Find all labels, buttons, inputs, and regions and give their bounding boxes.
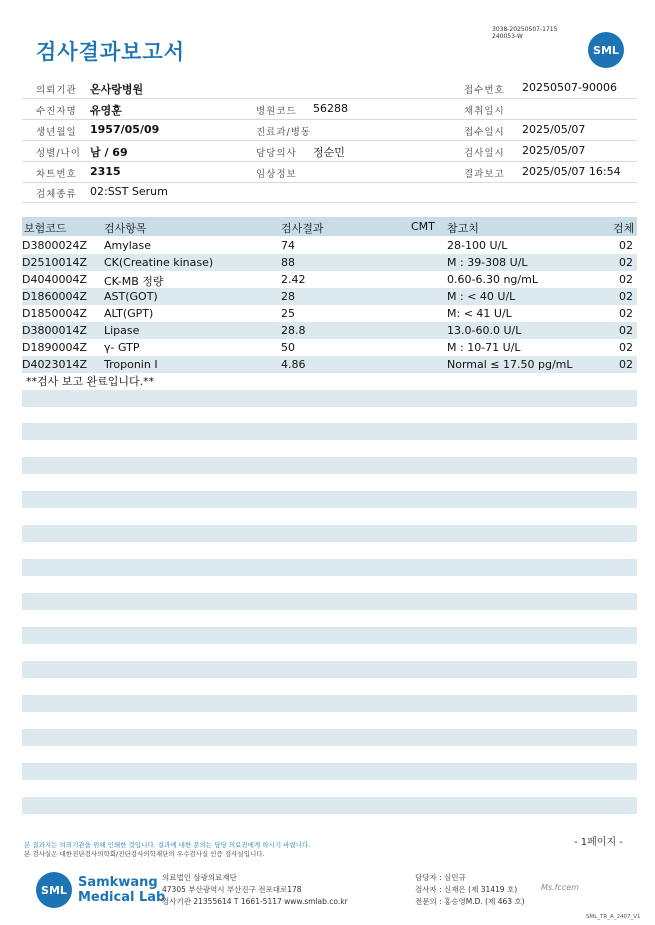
- staff-tester: 검사자 : 신재은 (제 31419 호): [415, 885, 518, 894]
- info-row-birth: [22, 120, 637, 141]
- clinical-info-label: 임상정보: [256, 169, 297, 180]
- staff-specialist: 전문의 : 홍승영M.D. (제 463 호): [415, 897, 525, 906]
- table-row: [22, 288, 637, 305]
- row-reference: M : 10-71 U/L: [447, 341, 521, 354]
- row-code: D1860004Z: [22, 290, 87, 303]
- hospital-code-label: 병원코드: [256, 106, 297, 117]
- sex-age-value: 남 / 69: [90, 146, 128, 159]
- row-specimen: 02: [619, 290, 633, 303]
- row-reference: M : < 40 U/L: [447, 290, 516, 303]
- brand-line1: Samkwang: [78, 875, 158, 890]
- row-result: 2.42: [281, 273, 306, 286]
- lab-address: [162, 872, 348, 908]
- empty-row-band: [22, 695, 637, 712]
- empty-row-band: [22, 593, 637, 610]
- table-row: [22, 356, 637, 373]
- col-test-item: 검사항목: [104, 222, 147, 235]
- row-item: Lipase: [104, 324, 140, 337]
- row-result: 4.86: [281, 358, 306, 371]
- institution-label: 의뢰기관: [36, 85, 77, 96]
- table-row: [22, 305, 637, 322]
- row-reference: 0.60-6.30 ng/mL: [447, 273, 538, 286]
- row-result: 25: [281, 307, 295, 320]
- row-item: CK(Creatine kinase): [104, 256, 214, 269]
- empty-row-band: [22, 457, 637, 474]
- row-code: D1850004Z: [22, 307, 87, 320]
- row-code: D2510014Z: [22, 256, 87, 269]
- page-number: - 1페이지 -: [574, 837, 623, 848]
- row-item: γ- GTP: [104, 341, 140, 354]
- row-code: D4040004Z: [22, 273, 87, 286]
- table-row: [22, 322, 637, 339]
- patient-name-label: 수진자명: [36, 106, 77, 117]
- foundation-name: 의료법인 삼광의료재단: [162, 873, 237, 882]
- report-complete-note: **검사 보고 완료입니다.**: [26, 375, 155, 388]
- row-specimen: 02: [619, 341, 633, 354]
- form-code: SML_TR_A_2407_V1: [586, 914, 641, 920]
- row-result: 50: [281, 341, 295, 354]
- row-result: 88: [281, 256, 295, 269]
- row-result: 28: [281, 290, 295, 303]
- receipt-number-value: 20250507-90006: [522, 81, 617, 94]
- report-title: 검사결과보고서: [36, 40, 186, 64]
- info-row-sex-age: [22, 141, 637, 162]
- info-row-chart: [22, 162, 637, 183]
- table-row: [22, 339, 637, 356]
- department-label: 진료과/병동: [256, 127, 312, 138]
- row-item: Troponin I: [104, 358, 158, 371]
- signature: Ms.fccem: [541, 883, 579, 892]
- institution-value: 온사랑병원: [90, 83, 144, 96]
- col-cmt: CMT: [411, 220, 435, 233]
- row-result: 74: [281, 239, 295, 252]
- col-result: 검사결과: [281, 222, 324, 235]
- empty-row-band: [22, 559, 637, 576]
- birth-date-label: 생년월일: [36, 127, 77, 138]
- staff-info: [415, 872, 525, 908]
- hospital-code-value: 56288: [313, 102, 348, 115]
- row-item: CK-MB 정량: [104, 275, 164, 288]
- empty-row-band: [22, 390, 637, 407]
- empty-row-band: [22, 661, 637, 678]
- info-row-patient: [22, 99, 637, 120]
- row-specimen: 02: [619, 256, 633, 269]
- doctor-label: 담당의사: [256, 148, 297, 159]
- row-reference: M: < 41 U/L: [447, 307, 512, 320]
- patient-name-value: 유영훈: [90, 104, 122, 117]
- empty-row-band: [22, 797, 637, 814]
- row-code: D1890004Z: [22, 341, 87, 354]
- staff-in-charge: 담당자 : 심민규: [415, 873, 466, 882]
- specimen-type-label: 검체종류: [36, 189, 77, 200]
- document-id-line1: 3038-20250507-1715: [492, 26, 558, 33]
- table-row: [22, 271, 637, 288]
- chart-number-value: 2315: [90, 165, 121, 178]
- empty-row-band: [22, 491, 637, 508]
- col-specimen: 검체: [613, 222, 635, 235]
- doctor-value: 정순민: [313, 146, 345, 159]
- row-specimen: 02: [619, 239, 633, 252]
- row-specimen: 02: [619, 358, 633, 371]
- row-item: ALT(GPT): [104, 307, 154, 320]
- row-specimen: 02: [619, 273, 633, 286]
- empty-row-band: [22, 729, 637, 746]
- col-reference: 참고치: [447, 222, 479, 235]
- sex-age-label: 성별/나이: [36, 148, 81, 159]
- test-date-value: 2025/05/07: [522, 144, 586, 157]
- row-item: AST(GOT): [104, 290, 158, 303]
- row-code: D4023014Z: [22, 358, 87, 371]
- row-item: Amylase: [104, 239, 152, 252]
- col-insurance-code: 보험코드: [24, 222, 67, 235]
- birth-date-value: 1957/05/09: [90, 123, 160, 136]
- certification-notice: 본 검사실은 대한진단검사의학회/진단검사의학재단의 우수검사실 인증 검사실입니다.: [24, 850, 265, 858]
- sml-logo: SML: [588, 32, 624, 68]
- collection-date-label: 채취일시: [464, 106, 505, 117]
- empty-row-band: [22, 525, 637, 542]
- receipt-date-value: 2025/05/07: [522, 123, 586, 136]
- test-date-label: 검사일시: [464, 148, 505, 159]
- info-row-specimen: [22, 182, 637, 203]
- receipt-date-label: 접수일시: [464, 127, 505, 138]
- report-date-value: 2025/05/07 16:54: [522, 165, 621, 178]
- row-specimen: 02: [619, 307, 633, 320]
- row-reference: Normal ≤ 17.50 pg/mL: [447, 358, 573, 371]
- receipt-number-label: 접수번호: [464, 85, 505, 96]
- brand-name: [78, 875, 165, 905]
- contact-info: 검사기관 21355614 T 1661-5117 www.smlab.co.kr: [162, 897, 348, 906]
- row-reference: 13.0-60.0 U/L: [447, 324, 522, 337]
- chart-number-label: 차트번호: [36, 169, 77, 180]
- brand-line2: Medical Lab: [78, 890, 166, 905]
- results-table-header: [22, 217, 637, 236]
- street-address: 47305 부산광역시 부산진구 전포대로178: [162, 885, 302, 894]
- sml-footer-logo: SML: [36, 872, 72, 908]
- row-result: 28.8: [281, 324, 306, 337]
- row-code: D3800014Z: [22, 324, 87, 337]
- row-specimen: 02: [619, 324, 633, 337]
- specimen-type-value: 02:SST Serum: [90, 185, 168, 198]
- document-id-line2: 240053-W: [492, 33, 523, 40]
- row-reference: M : 39-308 U/L: [447, 256, 528, 269]
- empty-row-band: [22, 763, 637, 780]
- info-row-institution: [22, 78, 637, 99]
- empty-row-band: [22, 627, 637, 644]
- table-row: [22, 254, 637, 271]
- report-date-label: 결과보고: [464, 169, 505, 180]
- row-reference: 28-100 U/L: [447, 239, 508, 252]
- row-code: D3800024Z: [22, 239, 87, 252]
- empty-row-band: [22, 423, 637, 440]
- result-notice: 본 결과지는 의뢰기관을 위해 인쇄한 것입니다. 결과에 대한 문의는 담당 의료진에게 하시기 바랍니다.: [24, 841, 311, 849]
- document-id: [492, 26, 557, 40]
- table-row: [22, 237, 637, 254]
